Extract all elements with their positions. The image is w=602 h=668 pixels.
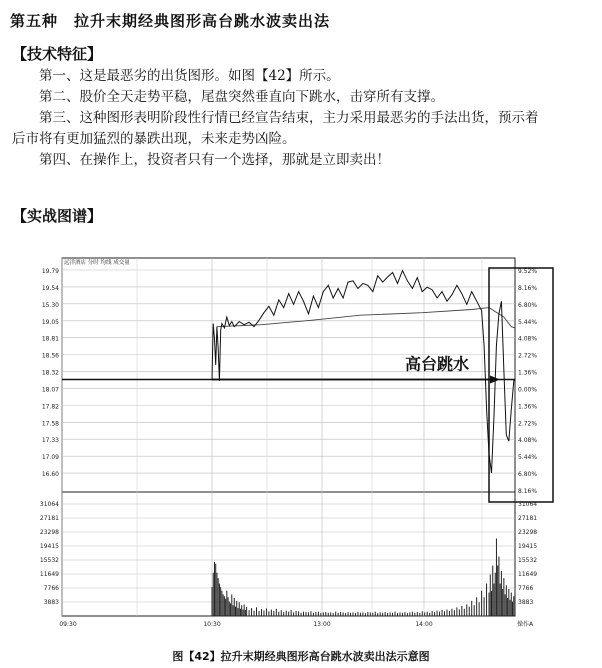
- chapter-label: 第五种: [10, 12, 59, 30]
- time-tick-label: 13:00: [313, 621, 331, 628]
- volume-tick-label-right: 23298: [518, 529, 538, 536]
- paragraph-2: 第二、股价全天走势平稳，尾盘突然垂直向下跳水，击穿所有支撑。: [39, 89, 444, 105]
- chart-frame: [62, 258, 515, 616]
- price-tick-label: 18.32: [41, 369, 59, 377]
- price-tick-label: 17.82: [41, 403, 59, 411]
- page-title: [10, 10, 330, 31]
- price-tick-label: 18.81: [41, 335, 59, 343]
- volume-tick-label-right: 7766: [518, 585, 534, 592]
- volume-tick-label-right: 19415: [518, 543, 538, 550]
- chart-gridlines: [62, 258, 515, 616]
- pct-tick-label: 1.36%: [518, 369, 538, 377]
- volume-bars: [212, 538, 515, 616]
- pct-tick-label: 6.80%: [518, 301, 538, 309]
- price-tick-label: 18.56: [41, 352, 59, 360]
- volume-tick-label: 27181: [39, 515, 59, 522]
- paragraph-4: 第四、在操作上，投资者只有一个选择，那就是立即卖出！: [39, 152, 390, 168]
- figure-caption: 图【42】拉升末期经典图形高台跳水波卖出法示意图: [172, 650, 430, 663]
- volume-tick-label: 11649: [39, 571, 59, 578]
- time-tick-label: 10:30: [203, 621, 221, 628]
- annotation-label: 高台跳水: [405, 354, 470, 374]
- volume-tick-label-right: 27181: [518, 515, 538, 522]
- pct-tick-label: 2.72%: [518, 352, 538, 360]
- volume-tick-label-right: 11649: [518, 571, 538, 578]
- volume-tick-label: 23298: [39, 529, 59, 536]
- price-tick-label: 18.07: [41, 386, 59, 394]
- average-price-line: [217, 308, 515, 328]
- pct-tick-label: 4.08%: [518, 335, 538, 343]
- volume-tick-label: 19415: [39, 543, 59, 550]
- time-tick-label: 09:30: [59, 621, 77, 628]
- pct-tick-label: 9.52%: [518, 268, 538, 275]
- volume-tick-label-right: 3883: [518, 599, 534, 606]
- price-tick-label: 19.79: [41, 268, 59, 275]
- price-line: [212, 271, 515, 474]
- pct-tick-label: 2.72%: [518, 420, 538, 428]
- chart-header-text: 远洋酒店 分时 均线 成交量: [64, 260, 130, 266]
- section-heading-features: 【技术特征】: [12, 45, 103, 63]
- pct-tick-label: 1.36%: [518, 403, 538, 411]
- pct-tick-label: 8.16%: [518, 488, 538, 495]
- chart-border: [62, 258, 515, 616]
- time-tick-label: 14:00: [415, 621, 433, 628]
- volume-tick-label-right: 15532: [518, 557, 538, 564]
- price-tick-label: 17.33: [41, 437, 59, 445]
- price-tick-label: 15.30: [41, 301, 59, 309]
- volume-tick-label: 3883: [43, 599, 59, 606]
- paragraph-3: 第三、这种图形表明阶段性行情已经宣告结束，主力采用最恶劣的手法出货，预示着: [39, 110, 539, 126]
- pct-tick-label: 4.08%: [518, 437, 538, 445]
- pct-tick-label: 6.80%: [518, 471, 538, 479]
- pct-tick-label: 8.16%: [518, 284, 538, 292]
- volume-tick-label: 31064: [39, 501, 59, 508]
- paragraph-1: 第一、这是最恶劣的出货图形。如图【42】所示。: [39, 68, 340, 84]
- intraday-chart: [30, 254, 554, 642]
- chart-tick-labels: [40, 258, 537, 628]
- section-heading-chart: 【实战图谱】: [12, 207, 103, 225]
- price-tick-label: 17.09: [41, 454, 59, 462]
- volume-tick-label-right: 31064: [518, 501, 538, 508]
- paragraph-3-continued: 后市将有更加猛烈的暴跌出现，未来走势凶险。: [12, 131, 296, 147]
- chapter-title: 拉升末期经典图形高台跳水波卖出法: [74, 12, 331, 30]
- price-tick-label: 19.54: [41, 284, 59, 292]
- pct-tick-label: 5.44%: [518, 318, 538, 326]
- pct-tick-label: 0.00%: [518, 386, 538, 394]
- x-right-label: 操作A: [517, 621, 534, 628]
- chart-annotation: [62, 268, 553, 502]
- volume-tick-label: 15532: [39, 557, 59, 564]
- price-lines: [212, 271, 515, 474]
- price-tick-label: 19.05: [41, 318, 59, 326]
- price-tick-label: 17.58: [41, 420, 59, 428]
- price-tick-label: 16.60: [41, 471, 59, 479]
- volume-tick-label: 7766: [43, 585, 59, 592]
- features-text: [12, 66, 590, 171]
- pct-tick-label: 5.44%: [518, 454, 538, 462]
